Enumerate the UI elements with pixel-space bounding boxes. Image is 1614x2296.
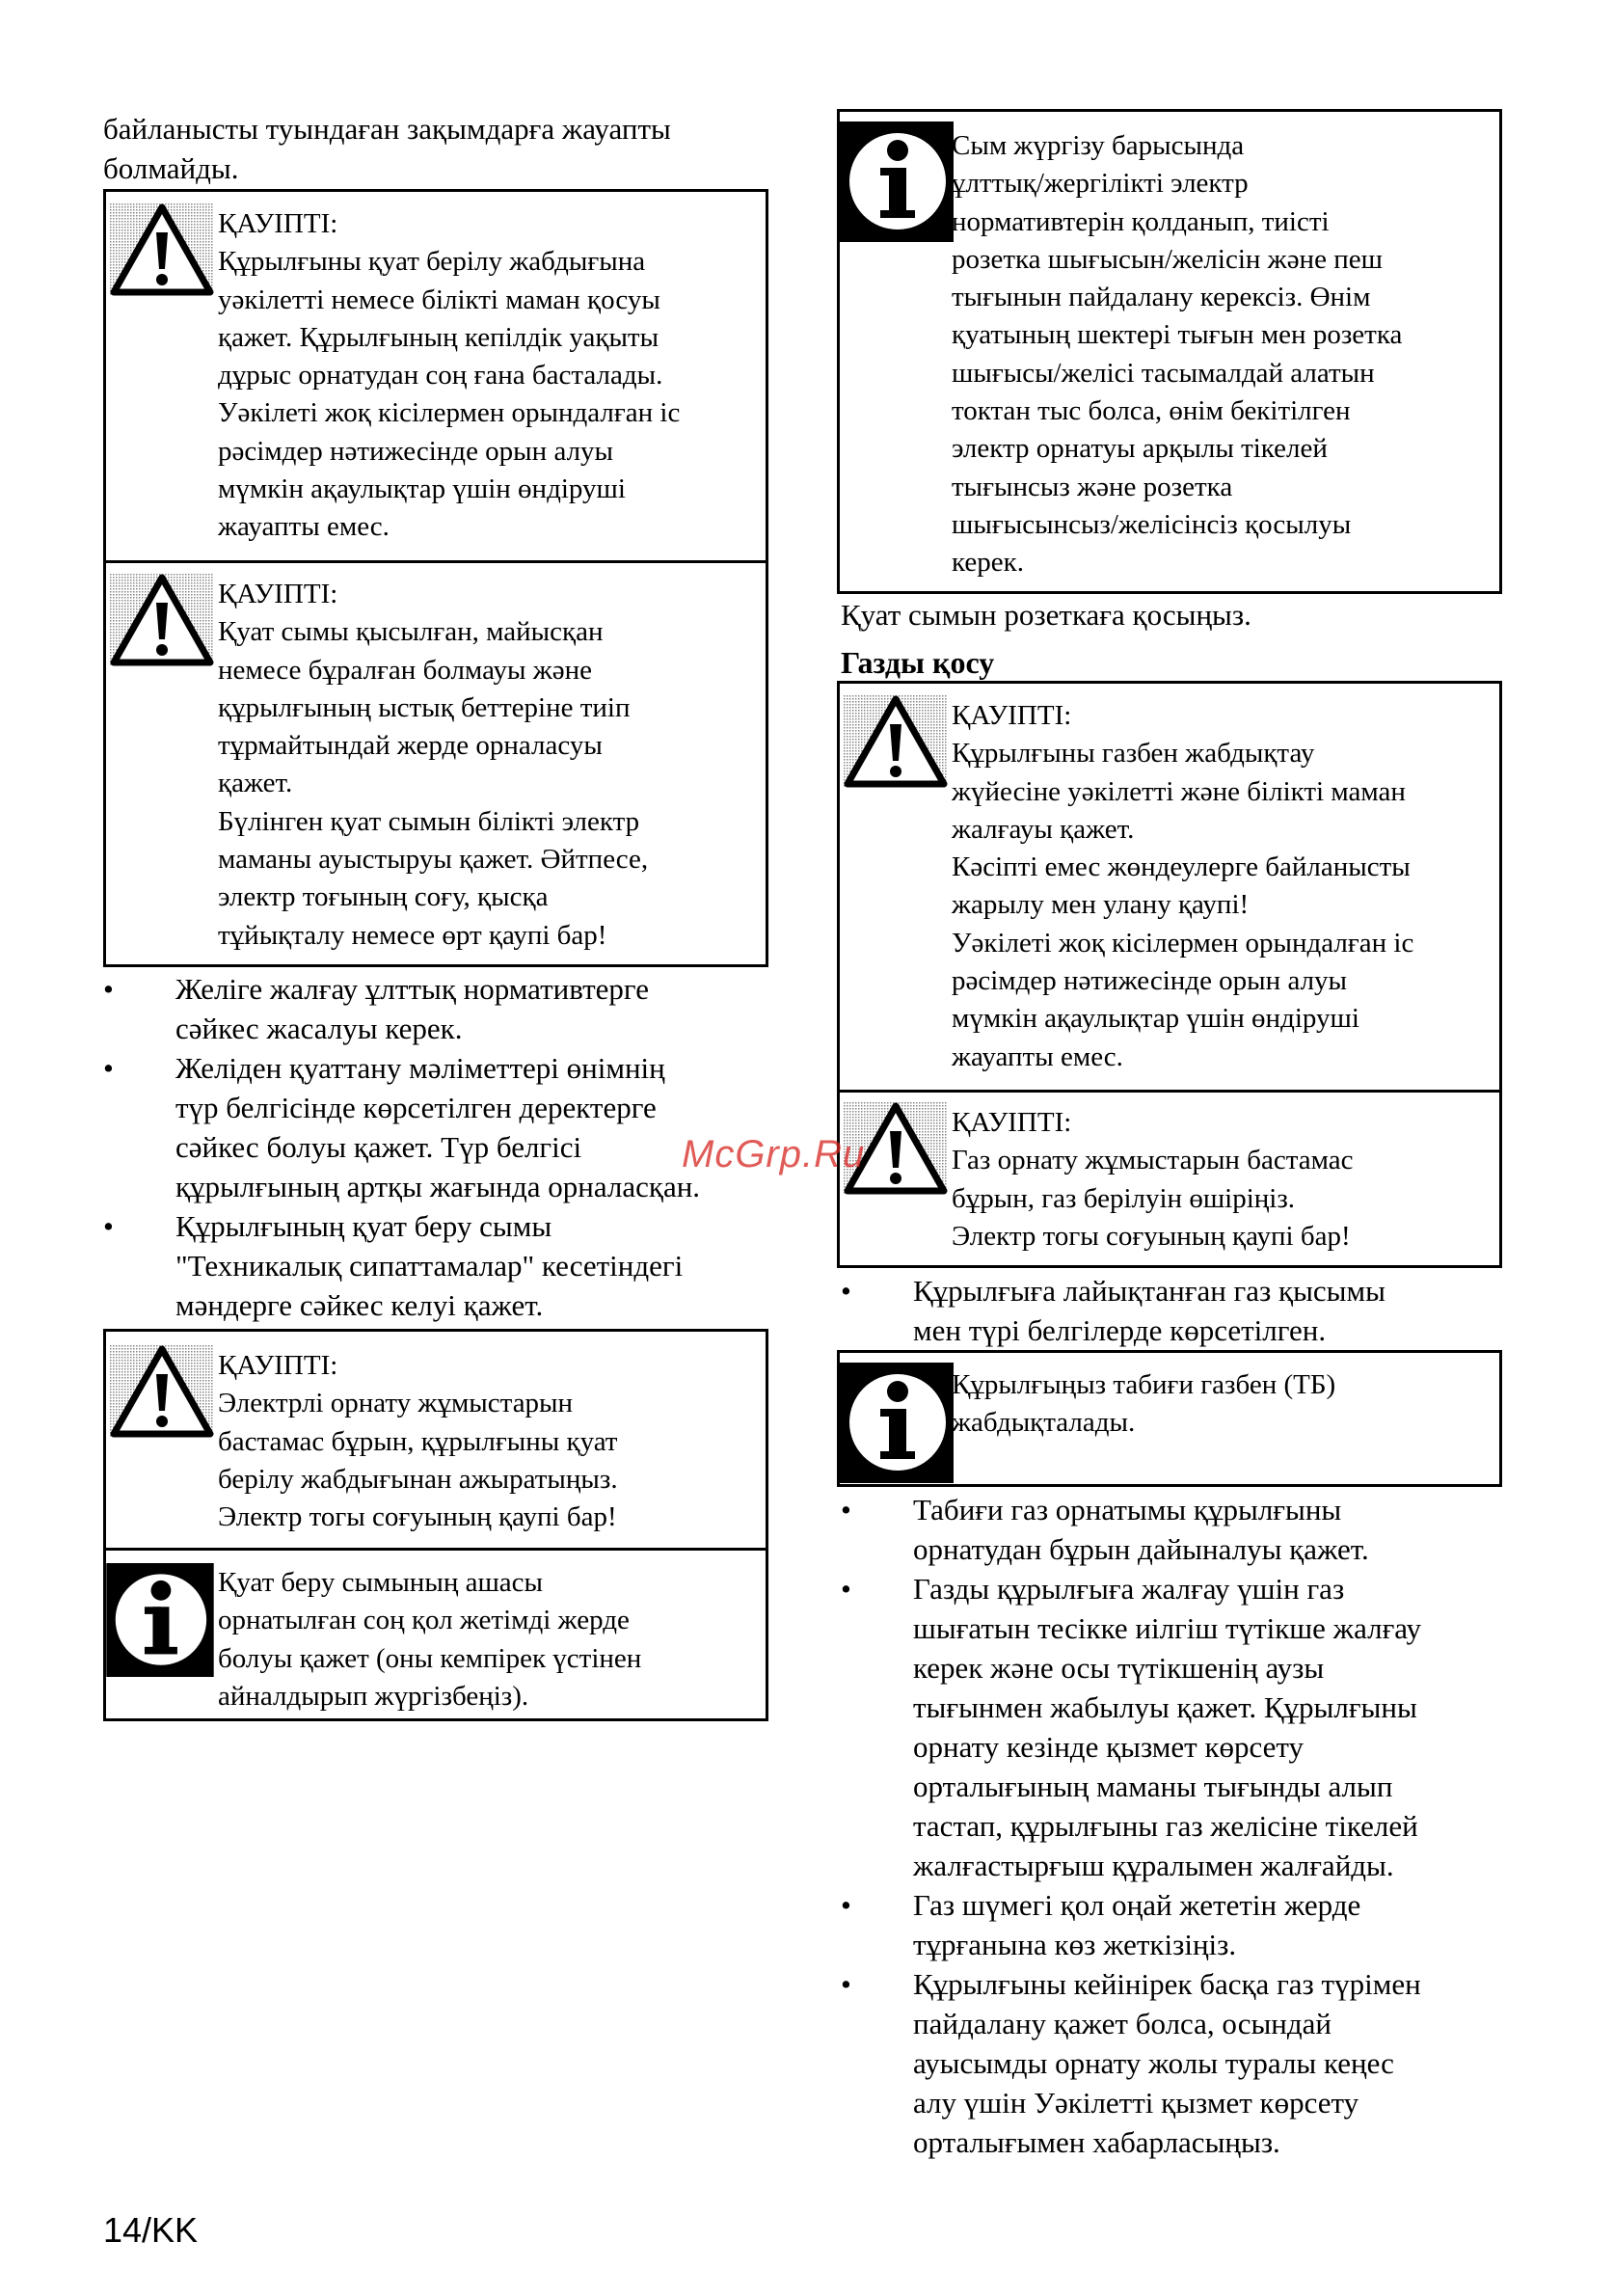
bullet-line: Құрылғыны кейінірек басқа газ түрімен — [913, 1967, 1421, 2001]
warning-triangle-icon — [110, 574, 214, 666]
plug-instruction: Қуат сымын розеткаға қосыңыз. — [841, 598, 1251, 632]
info-line: Құрылғыңыз табиғи газбен (ТБ) — [952, 1369, 1336, 1400]
info-line: Қуат беру сымының ашасы — [218, 1567, 544, 1598]
warning-line: жауапты емес. — [952, 1040, 1123, 1072]
info-box-2 — [837, 109, 1502, 594]
bullet-line: жалғастырғыш құралымен жалғайды. — [913, 1849, 1394, 1882]
info-line: керек. — [952, 547, 1024, 579]
bullet-line: Газды құрылғыға жалғау үшін газ — [913, 1572, 1345, 1606]
bullet-line: ауысымды орнату жолы туралы кеңес — [913, 2046, 1394, 2080]
info-line: орнатылған соң қол жетімді жерде — [218, 1605, 630, 1636]
bullet-line: құрылғының артқы жағында орналасқан. — [175, 1170, 701, 1203]
info-box-3 — [837, 1350, 1502, 1487]
info-line: электр орнатуы арқылы тікелей — [952, 433, 1328, 465]
page-number: 14/KK — [103, 2210, 199, 2250]
box-divider — [106, 1548, 766, 1551]
right-bullet-list — [841, 1490, 1516, 2162]
bullet-marker: • — [103, 1051, 114, 1085]
warning-line: құрылғының ыстық беттеріне тиіп — [218, 691, 631, 723]
box-divider — [840, 1090, 1499, 1093]
warning-2-text — [218, 576, 762, 955]
warning-line: немесе бұралған болмауы және — [218, 654, 593, 686]
warning-line: Электр тогы соғуының қаупі бар! — [952, 1220, 1351, 1252]
bullet-line: түр белгісінде көрсетілген деректерге — [175, 1091, 657, 1124]
info-line: шығысы/желісі тасымалдай алатын — [952, 357, 1375, 389]
list-item — [103, 1206, 797, 1325]
warning-line: қажет. — [218, 768, 293, 799]
warning-line: Құрылғыны қуат берілу жабдығына — [218, 246, 646, 278]
bullet-line: орталығымен хабарласыңыз. — [913, 2125, 1280, 2159]
bullet-line: Табиғи газ орнатымы құрылғыны — [913, 1493, 1342, 1526]
bullet-line: сәйкес жасалуы керек. — [175, 1012, 463, 1045]
warning-line: жарылу мен улану қаупі! — [952, 889, 1250, 921]
gas-connection-heading: Газды қосу — [841, 645, 995, 680]
warning-line: рәсімдер нәтижесінде орын алуы — [218, 435, 614, 467]
warning-title: ҚАУІПТІ: — [952, 1107, 1072, 1138]
intro-paragraph — [103, 109, 778, 188]
warning-line: тұйықталу немесе өрт қаупі бар! — [218, 919, 607, 951]
list-item — [103, 969, 797, 1048]
warning-line: Уәкілеті жоқ кісілермен орындалған іс — [952, 927, 1414, 959]
bullet-line: пайдалану қажет болса, осындай — [913, 2007, 1332, 2040]
bullet-line: алу үшін Уәкілетті қызмет көрсету — [913, 2086, 1359, 2120]
bullet-line: Желіден қуаттану мәліметтері өнімнің — [175, 1051, 665, 1085]
warning-line: Электр тогы соғуының қаупі бар! — [218, 1501, 617, 1533]
list-item — [103, 1048, 797, 1206]
intro-line: байланысты туындаған зақымдарға жауапты — [103, 112, 671, 146]
bullet-marker: • — [841, 1274, 851, 1308]
bullet-line: Газ шүмегі қол оңай жететін жерде — [913, 1888, 1361, 1922]
bullet-line: Желіге жалғау ұлттық нормативтерге — [175, 972, 649, 1006]
warning-line: қажет. Құрылғының кепілдік уақыты — [218, 321, 659, 353]
warning-line: маманы ауыстыруы қажет. Әйтпесе, — [218, 844, 649, 876]
warning-title: ҚАУІПТІ: — [218, 579, 338, 609]
info-line: тығынын пайдалану керексіз. Өнім — [952, 282, 1371, 313]
warning-line: Электрлі орнату жұмыстарын — [218, 1388, 574, 1419]
bullet-marker: • — [103, 972, 114, 1006]
warning-box-group-1 — [103, 189, 768, 967]
warning-line: бастамас бұрын, құрылғыны қуат — [218, 1425, 618, 1457]
bullet-line: орнатудан бұрын дайыналуы қажет. — [913, 1532, 1369, 1566]
warning-line: дұрыс орнатудан соң ғана басталады. — [218, 360, 663, 392]
list-item — [841, 1271, 1516, 1350]
bullet-line: сәйкес болуы қажет. Түр белгісі — [175, 1130, 582, 1164]
list-item — [841, 1885, 1516, 1964]
info-2-text — [952, 127, 1495, 582]
warning-title: ҚАУІПТІ: — [218, 208, 338, 239]
warning-line: Газ орнату жұмыстарын бастамас — [952, 1145, 1354, 1176]
info-line: нормативтерін қолданып, тиісті — [952, 205, 1330, 237]
warning-line: Бүлінген қуат сымын білікті электр — [218, 805, 640, 837]
warning-title: ҚАУІПТІ: — [218, 1350, 338, 1381]
info-line: Сым жүргізу барысында — [952, 130, 1245, 161]
warning-5-text — [952, 1104, 1495, 1256]
warning-triangle-icon — [844, 695, 948, 788]
bullet-line: Құрылғының қуат беру сымы — [175, 1209, 552, 1243]
list-item — [841, 1569, 1516, 1885]
info-icon — [106, 1563, 214, 1677]
info-line: шығысынсыз/желісінсіз қосылуы — [952, 508, 1352, 540]
warning-line: жалғауы қажет. — [952, 813, 1135, 845]
info-line: ұлттық/жергілікті электр — [952, 168, 1249, 200]
info-icon — [840, 1363, 954, 1483]
bullet-line: Құрылғыға лайықтанған газ қысымы — [913, 1274, 1385, 1308]
bullet-line: керек және осы түтікшенің аузы — [913, 1651, 1325, 1685]
warning-line: Уәкілеті жоқ кісілермен орындалған іс — [218, 397, 681, 429]
warning-line: рәсімдер нәтижесінде орын алуы — [952, 965, 1348, 997]
watermark: McGrp.Ru — [682, 1133, 866, 1175]
bullet-line: тастап, құрылғыны газ желісіне тікелей — [913, 1809, 1418, 1843]
info-line: жабдықталады. — [952, 1407, 1136, 1439]
warning-triangle-icon — [110, 203, 214, 296]
bullet-line: "Техникалық сипаттамалар" кесетіндегі — [175, 1249, 684, 1283]
list-item — [841, 1964, 1516, 2162]
intro-line: болмайды. — [103, 151, 239, 185]
warning-4-text — [952, 697, 1495, 1076]
info-icon — [840, 122, 954, 242]
warning-line: Қуат сымы қысылған, майысқан — [218, 616, 604, 648]
warning-line: бұрын, газ берілуін өшіріңіз. — [952, 1182, 1296, 1214]
info-line: розетка шығысын/желісін және пеш — [952, 243, 1383, 275]
bullet-marker: • — [103, 1209, 114, 1243]
gas-pressure-bullet — [841, 1271, 1516, 1350]
bullet-marker: • — [841, 1967, 851, 2001]
info-1-text — [218, 1564, 762, 1715]
warning-1-text — [218, 205, 762, 547]
warning-box-group-2 — [103, 1329, 768, 1721]
bullet-line: орнату кезінде қызмет көрсету — [913, 1730, 1305, 1764]
warning-line: тұрмайтындай жерде орналасуы — [218, 730, 603, 762]
warning-line: Кәсіпті емес жөндеулерге байланысты — [952, 851, 1411, 883]
warning-line: жүйесіне уәкілетті және білікті маман — [952, 775, 1406, 807]
warning-line: жауапты емес. — [218, 511, 390, 543]
warning-3-text — [218, 1347, 762, 1536]
bullet-line: тұрғанына көз жеткізіңіз. — [913, 1928, 1237, 1961]
warning-box-group-3 — [837, 681, 1502, 1268]
bullet-line: мен түрі белгілерде көрсетілген. — [913, 1313, 1327, 1347]
warning-line: мүмкін ақаулықтар үшін өндіруші — [218, 473, 626, 505]
bullet-line: шығатын тесікке иілгіш түтікше жалғау — [913, 1611, 1421, 1645]
info-line: болуы қажет (оны кемпірек үстінен — [218, 1642, 642, 1674]
warning-triangle-icon — [110, 1345, 214, 1438]
warning-line: мүмкін ақаулықтар үшін өндіруші — [952, 1003, 1359, 1035]
bullet-line: тығынмен жабылуы қажет. Құрылғыны — [913, 1690, 1417, 1724]
warning-title: ҚАУІПТІ: — [952, 700, 1072, 731]
bullet-line: мәндерге сәйкес келуі қажет. — [175, 1288, 544, 1322]
bullet-marker: • — [841, 1493, 851, 1526]
list-item — [841, 1490, 1516, 1569]
bullet-marker: • — [841, 1572, 851, 1606]
info-3-text — [952, 1366, 1495, 1443]
box-divider — [106, 560, 766, 563]
bullet-line: орталығының маманы тығынды алып — [913, 1769, 1393, 1803]
info-line: токтан тыс болса, өнім бекітілген — [952, 395, 1351, 427]
warning-line: уәкілетті немесе білікті маман қосуы — [218, 284, 660, 315]
warning-line: электр тоғының соғу, қысқа — [218, 881, 549, 913]
warning-line: Құрылғыны газбен жабдықтау — [952, 738, 1315, 770]
info-line: тығынсыз және розетка — [952, 471, 1233, 502]
warning-line: берілу жабдығынан ажыратыңыз. — [218, 1463, 618, 1495]
info-line: айналдырып жүргізбеңіз). — [218, 1680, 529, 1712]
bullet-marker: • — [841, 1888, 851, 1922]
info-line: қуатының шектері тығын мен розетка — [952, 319, 1403, 351]
